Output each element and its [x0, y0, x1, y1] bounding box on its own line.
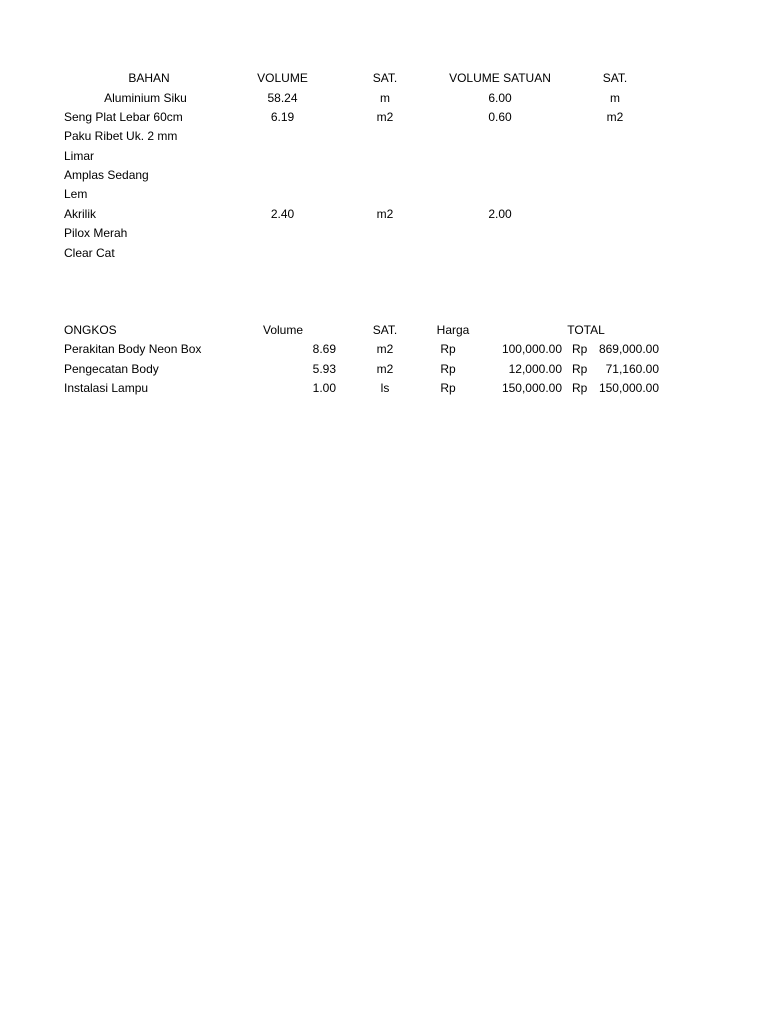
bahan-row-sat: m2 [376, 207, 394, 221]
bahan-header-volume: VOLUME [257, 71, 308, 85]
bahan-header-volume-satuan: VOLUME SATUAN [449, 71, 551, 85]
ongkos-row-harga: 12,000.00 [508, 362, 562, 376]
bahan-row-name: Amplas Sedang [64, 168, 149, 182]
bahan-row-name: Clear Cat [64, 246, 115, 260]
bahan-row-name: Paku Ribet Uk. 2 mm [64, 129, 178, 143]
ongkos-row-harga: 150,000.00 [501, 381, 562, 395]
bahan-header-sat: SAT. [372, 71, 398, 85]
bahan-row-volume-satuan: 2.00 [488, 207, 512, 221]
ongkos-row-name: Pengecatan Body [64, 362, 159, 376]
ongkos-row-total-currency: Rp [572, 381, 588, 395]
bahan-row-sat: m2 [376, 110, 394, 124]
ongkos-row-harga-currency: Rp [440, 362, 456, 376]
bahan-row-sat: m [380, 91, 390, 105]
bahan-row-name: Aluminium Siku [104, 91, 187, 105]
ongkos-row-sat: ls [380, 381, 390, 395]
ongkos-row-sat: m2 [376, 342, 394, 356]
ongkos-row-name: Instalasi Lampu [64, 381, 149, 395]
bahan-row-name: Seng Plat Lebar 60cm [64, 110, 183, 124]
ongkos-row-volume: 5.93 [312, 362, 336, 376]
bahan-row-volume: 6.19 [270, 110, 295, 124]
ongkos-row-total-currency: Rp [572, 362, 588, 376]
bahan-header-name: BAHAN [128, 71, 170, 85]
ongkos-row-volume: 1.00 [312, 381, 336, 395]
ongkos-row-harga: 100,000.00 [501, 342, 562, 356]
ongkos-row-name: Perakitan Body Neon Box [64, 342, 202, 356]
bahan-row-name: Pilox Merah [64, 226, 128, 240]
bahan-row-name: Akrilik [64, 207, 96, 221]
bahan-row-volume: 2.40 [270, 207, 295, 221]
ongkos-header-volume: Volume [262, 323, 304, 337]
bahan-row-sat2: m [610, 91, 620, 105]
bahan-row-volume-satuan: 6.00 [488, 91, 512, 105]
ongkos-header-sat: SAT. [372, 323, 398, 337]
bahan-row-volume-satuan: 0.60 [488, 110, 512, 124]
ongkos-header-name: ONGKOS [64, 323, 117, 337]
bahan-row-sat2: m2 [606, 110, 624, 124]
ongkos-row-harga-currency: Rp [440, 381, 456, 395]
bahan-row-name: Lem [64, 187, 88, 201]
ongkos-row-total-currency: Rp [572, 342, 588, 356]
ongkos-row-sat: m2 [376, 362, 394, 376]
bahan-row-name: Limar [64, 149, 95, 163]
ongkos-header-harga: Harga [436, 323, 470, 337]
bahan-row-volume: 58.24 [267, 91, 298, 105]
ongkos-row-total: 869,000.00 [598, 342, 659, 356]
ongkos-header-total: TOTAL [567, 323, 605, 337]
ongkos-row-total: 71,160.00 [605, 362, 659, 376]
ongkos-row-harga-currency: Rp [440, 342, 456, 356]
ongkos-row-volume: 8.69 [312, 342, 336, 356]
ongkos-row-total: 150,000.00 [598, 381, 659, 395]
bahan-header-sat2: SAT. [602, 71, 628, 85]
